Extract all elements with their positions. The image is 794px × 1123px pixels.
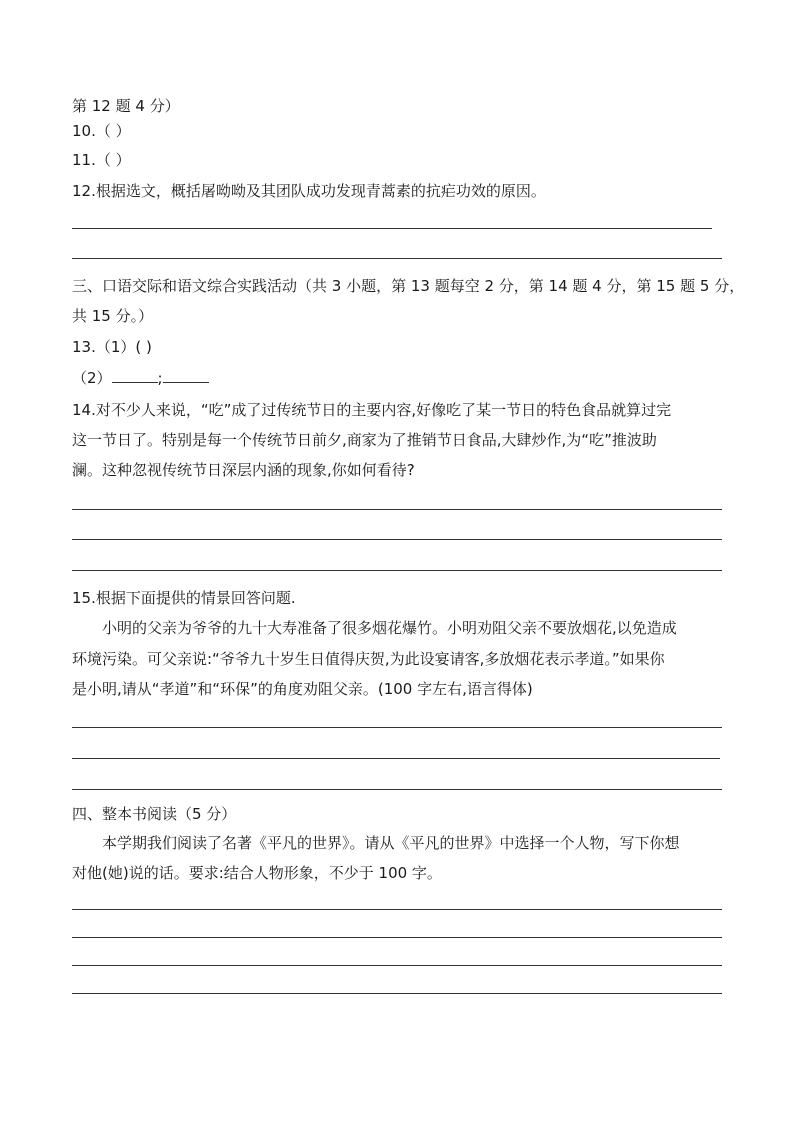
answer-line[interactable] — [72, 909, 722, 910]
section3-title-cont: 共 15 分。） — [72, 307, 154, 325]
q12-question: 12.根据选文，概括屠呦呦及其团队成功发现青蒿素的抗疟功效的原因。 — [72, 182, 546, 200]
q12-header-tail: 第 12 题 4 分） — [72, 97, 180, 115]
section4-line-2: 对他(她)说的话。要求:结合人物形象，不少于 100 字。 — [72, 864, 442, 882]
q13-2 — [72, 367, 209, 388]
q15-line-2: 环境污染。可父亲说:“爷爷九十岁生日值得庆贺,为此设宴请客,多放烟花表示孝道。”如果你 — [72, 650, 665, 668]
q14-line-3: 澜。这种忽视传统节日深层内涵的现象,你如何看待? — [72, 461, 415, 479]
answer-line[interactable] — [72, 228, 712, 229]
answer-line[interactable] — [72, 758, 720, 759]
q13-blank-2[interactable] — [163, 368, 209, 383]
section4-line-1: 本学期我们阅读了名著《平凡的世界》。请从《平凡的世界》中选择一个人物，写下你想 — [102, 834, 680, 852]
q14-line-1: 14.对不少人来说，“吃”成了过传统节日的主要内容,好像吃了某一节日的特色食品就算过完 — [72, 401, 672, 419]
answer-line[interactable] — [72, 965, 722, 966]
q15-line-3: 是小明,请从“孝道”和“环保”的角度劝阻父亲。(100 字左右,语言得体) — [72, 680, 533, 698]
answer-line[interactable] — [72, 727, 722, 728]
section3-title: 三、口语交际和语文综合实践活动（共 3 小题，第 13 题每空 2 分，第 14 题 4 分，第 15 题 5 分， — [72, 277, 745, 295]
answer-line[interactable] — [72, 993, 722, 994]
q13-2-label: （2） — [72, 369, 112, 387]
answer-line[interactable] — [72, 570, 722, 571]
section4-title: 四、整本书阅读（5 分） — [72, 805, 237, 823]
q13-blank-1[interactable] — [112, 368, 158, 383]
q15-title: 15.根据下面提供的情景回答问题. — [72, 589, 296, 607]
answer-line[interactable] — [72, 258, 722, 259]
q14-line-2: 这一节日了。特别是每一个传统节日前夕,商家为了推销节日食品,大肆炒作,为“吃”推波助 — [72, 431, 657, 449]
answer-line[interactable] — [72, 789, 722, 790]
q13-2-sep: ; — [157, 369, 163, 387]
q10-answer: 10.（ ） — [72, 122, 131, 140]
q15-line-1: 小明的父亲为爷爷的九十大寿准备了很多烟花爆竹。小明劝阻父亲不要放烟花,以免造成 — [102, 619, 677, 637]
q11-answer: 11.（ ） — [72, 151, 131, 169]
answer-line[interactable] — [72, 509, 722, 510]
q13-1: 13.（1）( ) — [72, 338, 152, 356]
answer-line[interactable] — [72, 937, 722, 938]
answer-line[interactable] — [72, 539, 722, 540]
